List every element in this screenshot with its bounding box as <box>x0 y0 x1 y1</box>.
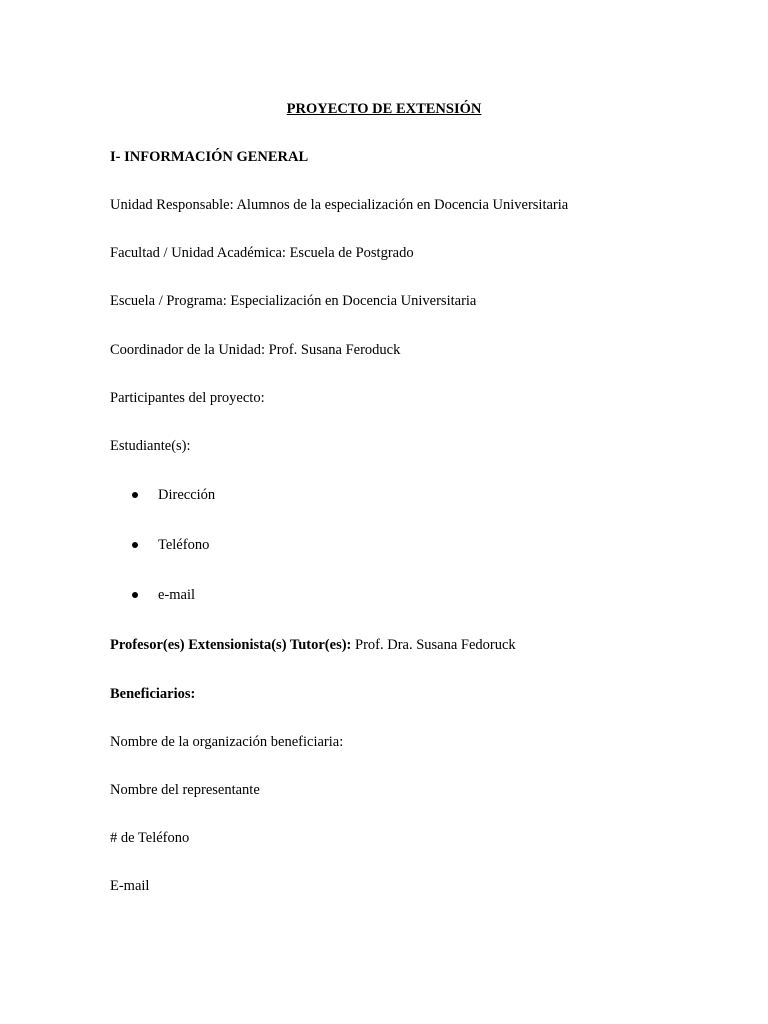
bullet-list-item <box>132 536 209 554</box>
profesor-value: Prof. Dra. Susana Fedoruck <box>351 637 516 653</box>
beneficiarios-heading: Beneficiarios: <box>110 686 196 702</box>
profesor-line <box>110 636 516 654</box>
participantes-line: Participantes del proyecto: <box>110 390 265 406</box>
telefono-line: # de Teléfono <box>110 830 190 846</box>
bullet-icon <box>132 492 138 498</box>
document-title: PROYECTO DE EXTENSIÓN <box>286 101 482 117</box>
bullet-icon <box>132 542 138 548</box>
bullet-list-item <box>132 586 195 604</box>
escuela-line: Escuela / Programa: Especialización en Docencia Universitaria <box>110 293 477 309</box>
representante-line: Nombre del representante <box>110 782 260 798</box>
bullet-list-item <box>132 486 215 504</box>
coordinador-line: Coordinador de la Unidad: Prof. Susana Feroduck <box>110 342 401 358</box>
bullet-text: Dirección <box>158 487 216 503</box>
email-line: E-mail <box>110 878 150 894</box>
bullet-text: Teléfono <box>158 537 210 553</box>
bullet-icon <box>132 592 138 598</box>
section-heading: I- INFORMACIÓN GENERAL <box>110 149 309 165</box>
estudiantes-line: Estudiante(s): <box>110 438 191 454</box>
facultad-line: Facultad / Unidad Académica: Escuela de Postgrado <box>110 245 414 261</box>
profesor-label: Profesor(es) Extensionista(s) Tutor(es): <box>110 637 352 653</box>
organizacion-line: Nombre de la organización beneficiaria: <box>110 734 344 750</box>
unidad-responsable-line: Unidad Responsable: Alumnos de la especialización en Docencia Universitaria <box>110 197 569 213</box>
bullet-text: e-mail <box>158 587 196 603</box>
